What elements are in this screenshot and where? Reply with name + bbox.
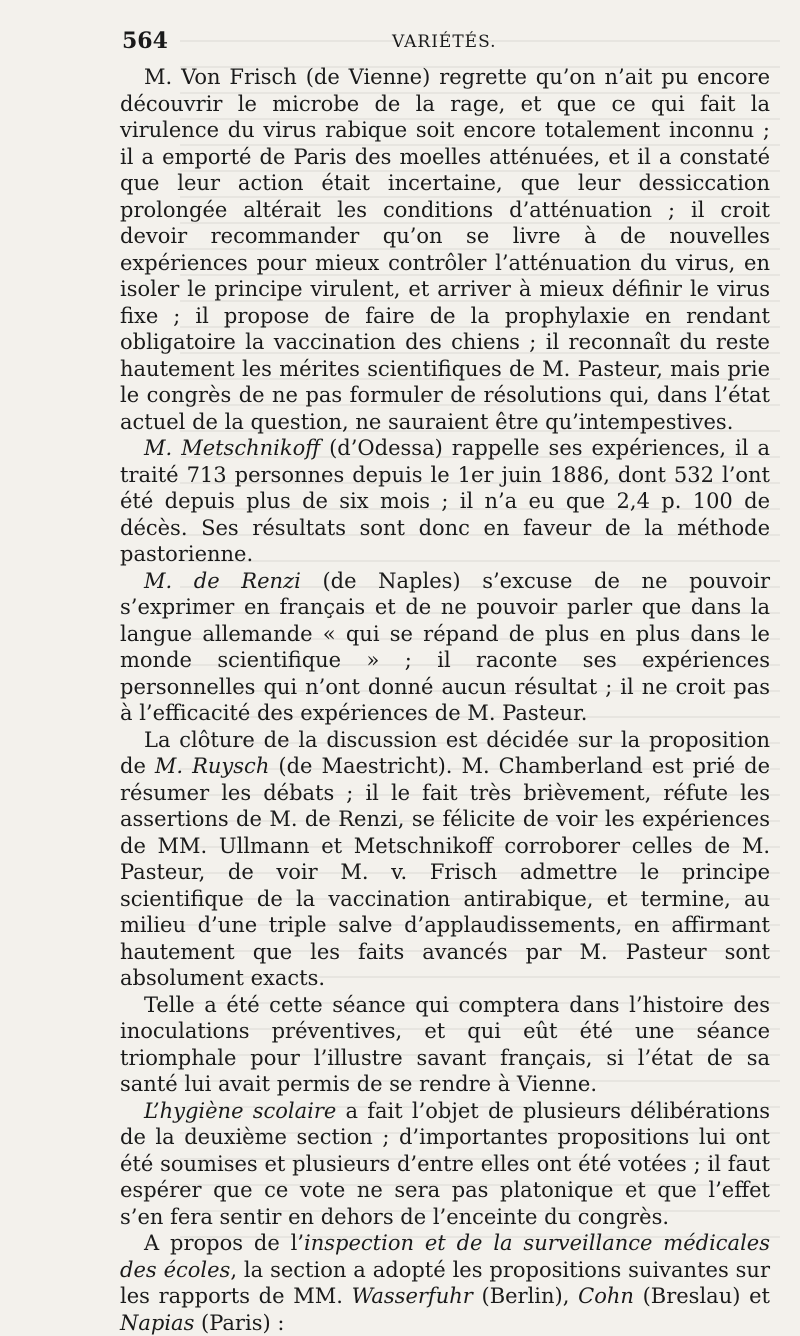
paragraph — [120, 1098, 770, 1231]
text-segment: (de Naples) s’excuse de ne pouvoir s’exprimer en français et de ne pouvoir parler que dans la langue allemande « qui se répand de plus en plus dans le monde scientifique » ; il raconte ses expériences personnelles qui n’ont donné aucun résultat ; il ne croit pas à l’efficacité des expériences de M. Pasteur. — [120, 568, 770, 725]
italic-text: L’hygiène scolaire — [144, 1098, 337, 1123]
text-segment: La clôture de la discussion est décidée sur la proposition de — [120, 727, 770, 778]
text-segment: A propos de l’ — [144, 1231, 305, 1255]
text-segment: (Berlin), — [472, 1284, 579, 1308]
body-text — [120, 64, 770, 1336]
text-segment: , la section a adopté les propositions suivantes sur les rapports de MM. — [120, 1257, 770, 1308]
text-segment: Telle a été cette séance qui comptera dans l’histoire des inoculations préventives, et qui eût été une séance triomphale pour l’illustre savant français, si l’état de sa santé lui avait permis de se rendre à Vienne. — [120, 992, 770, 1096]
paragraph — [120, 1230, 770, 1336]
paragraph — [120, 727, 770, 992]
italic-text: Napias — [120, 1310, 195, 1335]
italic-text: M. de Renzi — [144, 568, 301, 593]
text-segment: (d’Odessa) rappelle ses expériences, il a traité 713 personnes depuis le 1er juin 1886, dont 532 l’ont été depuis plus de six mois ; il n’a eu que 2,4 p. 100 de décès. Ses résultats sont donc en faveur de la méthode pastorienne. — [120, 436, 770, 566]
page-number: 564 — [122, 28, 168, 54]
text-segment: (Paris) : — [194, 1310, 285, 1335]
paragraph — [120, 435, 770, 568]
running-head: VARIÉTÉS. — [392, 32, 497, 52]
italic-text: Wasserfuhr — [351, 1284, 473, 1308]
italic-text: inspection et de la surveillance médicales des écoles — [120, 1231, 770, 1282]
page-header — [122, 28, 760, 58]
italic-text: M. Ruysch — [154, 754, 270, 778]
paragraph — [120, 64, 770, 435]
text-segment: a fait l’objet de plusieurs délibérations de la deuxième section ; d’importantes propositions lui ont été soumises et plusieurs d’entre elles ont été votées ; il faut espérer que ce vote ne sera pas platonique et que l’effet s’en fera sentir en dehors de l’enceinte du congrès. — [120, 1098, 770, 1229]
text-segment: (de Maestricht). M. Chamberland est prié de résumer les débats ; il le fait très brièvement, réfute les assertions de M. de Renzi, se félicite de voir les expériences de MM. Ullmann et Metschnikoff corroborer celles de M. Pasteur, de voir M. v. Frisch admettre le principe scientifique de la vaccination antirabique, et termine, au milieu d’une triple salve d’applaudissements, en affirmant hautement que les faits avancés par M. Pasteur sont absolument exacts. — [120, 754, 771, 990]
paragraph — [120, 568, 770, 727]
italic-text: Cohn — [578, 1284, 634, 1308]
text-segment: (Breslau) et — [633, 1284, 770, 1308]
italic-text: M. Metschnikoff — [144, 436, 321, 460]
paragraph — [120, 992, 770, 1098]
text-segment: M. Von Frisch (de Vienne) regrette qu’on n’ait pu encore découvrir le microbe de la rage, et que ce qui fait la virulence du virus rabique soit encore totalement inconnu ; il a emporté de Paris des moelles atténuées, et il a constaté que leur action était incertaine, que leur dessiccation prolongée altérait les conditions d’atténuation ; il croit devoir recommander qu’on se livre à de nouvelles expériences pour mieux contrôler l’atténuation du virus, en isoler le principe virulent, et arriver à mieux définir le virus fixe ; il propose de faire de la prophylaxie en rendant obligatoire la vaccination des chiens ; il reconnaît du reste hautement les mérites scientifiques de M. Pasteur, mais prie le congrès de ne pas formuler de résolutions qui, dans l’état actuel de la question, ne sauraient être qu’intempestives. — [120, 65, 770, 434]
